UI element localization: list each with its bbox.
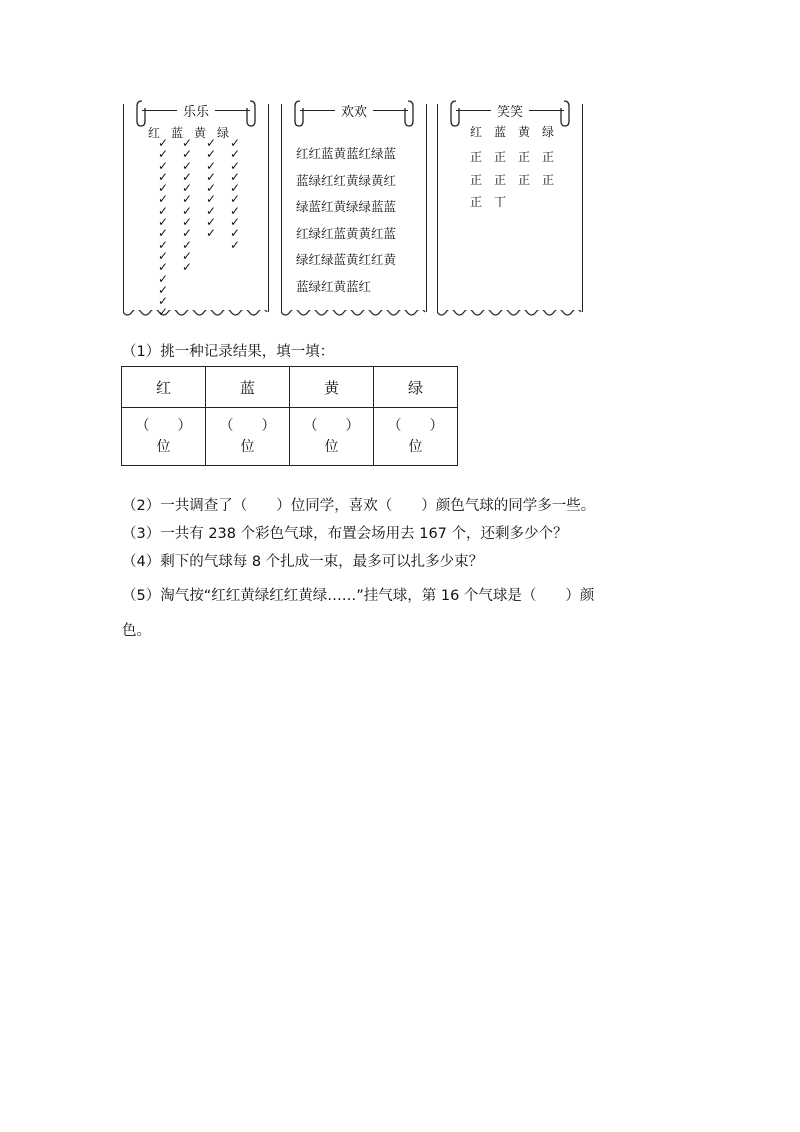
check-mark-icon: ✓ <box>229 226 241 241</box>
answer-blank: （ ） <box>387 417 444 434</box>
question-5: （5）淘气按“红红黄绿红红黄绿……”挂气球，第 16 个气球是（ ）颜 <box>122 588 595 604</box>
check-mark-icon: ✓ <box>229 136 241 150</box>
tally-column-red <box>156 138 170 319</box>
check-mark-icon: ✓ <box>157 215 169 230</box>
check-mark-icon: ✓ <box>157 169 169 184</box>
check-mark-icon: ✓ <box>157 226 169 241</box>
answer-cell-blue[interactable] <box>206 408 290 466</box>
check-mark-icon: ✓ <box>181 260 193 275</box>
answer-blank: （ ） <box>219 417 276 434</box>
tally-mark: 正 <box>470 173 483 187</box>
check-mark-icon: ✓ <box>157 192 169 207</box>
check-mark-icon: ✓ <box>205 192 217 207</box>
check-mark-icon: ✓ <box>205 169 217 184</box>
table-header-blue: 蓝 <box>206 367 290 408</box>
check-mark-icon: ✓ <box>181 181 193 196</box>
answer-blank: （ ） <box>303 417 360 434</box>
color-label: 红 <box>470 125 483 139</box>
tally-mark: 正 <box>470 150 483 164</box>
check-mark-icon: ✓ <box>181 248 193 263</box>
check-mark-icon: ✓ <box>157 136 169 150</box>
question-4: （4）剩下的气球每 8 个扎成一束，最多可以扎多少束？ <box>122 554 484 570</box>
answer-cell-yellow[interactable] <box>290 408 374 466</box>
check-mark-icon: ✓ <box>181 203 193 218</box>
check-mark-icon: ✓ <box>229 147 241 162</box>
check-mark-icon: ✓ <box>181 158 193 173</box>
tally-column-yellow <box>204 138 218 240</box>
table-header-yellow: 黄 <box>290 367 374 408</box>
check-mark-icon: ✓ <box>181 226 193 241</box>
sequence-line: 绿红绿蓝黄红红黄 <box>296 252 397 268</box>
record-card-lele <box>123 104 269 320</box>
tally-mark: 正 <box>518 173 531 187</box>
answer-blank: （ ） <box>135 417 192 434</box>
record-card-huanhuan <box>281 104 427 312</box>
answer-cell-red[interactable] <box>122 408 206 466</box>
check-mark-icon: ✓ <box>157 181 169 196</box>
check-mark-icon: ✓ <box>229 181 241 196</box>
check-mark-icon: ✓ <box>229 237 241 252</box>
tally-mark: 正 <box>542 150 555 164</box>
check-mark-icon: ✓ <box>157 237 169 252</box>
question-1: （1）挑一种记录结果，填一填： <box>122 344 335 360</box>
tally-mark: 丅 <box>494 195 507 209</box>
check-mark-icon: ✓ <box>229 215 241 230</box>
check-mark-icon: ✓ <box>205 226 217 241</box>
check-mark-icon: ✓ <box>229 158 241 173</box>
question-5-continued: 色。 <box>122 623 151 639</box>
color-label: 蓝 <box>171 126 184 140</box>
table-header-green: 绿 <box>374 367 458 408</box>
table-header-red: 红 <box>122 367 206 408</box>
tally-column-green <box>228 138 242 251</box>
color-label: 绿 <box>217 126 230 140</box>
check-mark-icon: ✓ <box>205 181 217 196</box>
card-title: 乐乐 <box>124 101 268 120</box>
question-3: （3）一共有 238 个彩色气球，布置会场用去 167 个，还剩多少个？ <box>122 526 568 542</box>
check-mark-icon: ✓ <box>181 237 193 252</box>
check-mark-icon: ✓ <box>157 282 169 297</box>
color-label: 黄 <box>194 126 207 140</box>
check-mark-icon: ✓ <box>157 305 169 320</box>
unit-label: 位 <box>156 438 171 455</box>
tally-mark: 正 <box>494 150 507 164</box>
sequence-line: 红红蓝黄蓝红绿蓝 <box>296 146 397 161</box>
check-mark-icon: ✓ <box>181 215 193 230</box>
check-mark-icon: ✓ <box>157 203 169 218</box>
check-mark-icon: ✓ <box>157 248 169 263</box>
check-mark-icon: ✓ <box>181 147 193 162</box>
check-mark-icon: ✓ <box>229 203 241 218</box>
check-mark-icon: ✓ <box>229 192 241 207</box>
check-mark-icon: ✓ <box>157 147 169 162</box>
question-2: （2）一共调查了（ ）位同学，喜欢（ ）颜色气球的同学多一些。 <box>122 498 596 514</box>
check-mark-icon: ✓ <box>157 294 169 309</box>
tally-mark: 正 <box>542 173 555 187</box>
card-title: 笑笑 <box>438 101 582 120</box>
card-title: 欢欢 <box>282 101 426 120</box>
torn-edge <box>437 310 583 320</box>
torn-edge <box>123 310 269 320</box>
unit-label: 位 <box>324 438 339 455</box>
answer-table <box>121 366 458 466</box>
check-mark-icon: ✓ <box>181 136 193 150</box>
check-mark-icon: ✓ <box>181 192 193 207</box>
tally-mark: 正 <box>518 150 531 164</box>
check-mark-icon: ✓ <box>205 215 217 230</box>
color-label: 红 <box>148 126 161 140</box>
sequence-line: 绿蓝红黄绿绿蓝蓝 <box>296 199 397 215</box>
sequence-line: 红绿红蓝黄黄红蓝 <box>296 225 397 241</box>
tally-row <box>470 193 506 210</box>
sequence-line: 蓝绿红红黄绿黄红 <box>296 172 397 188</box>
check-mark-icon: ✓ <box>205 203 217 218</box>
check-mark-icon: ✓ <box>205 147 217 162</box>
check-mark-icon: ✓ <box>205 136 217 150</box>
check-mark-icon: ✓ <box>157 271 169 286</box>
color-sequence-text <box>296 141 396 301</box>
color-label: 绿 <box>542 125 555 139</box>
unit-label: 位 <box>240 438 255 455</box>
tally-mark: 正 <box>494 173 507 187</box>
sequence-line: 蓝绿红黄蓝红 <box>296 278 372 294</box>
answer-cell-green[interactable] <box>374 408 458 466</box>
tally-row <box>470 171 554 188</box>
tally-column-blue <box>180 138 194 274</box>
xiaoxiao-color-header <box>470 123 554 140</box>
check-mark-icon: ✓ <box>181 169 193 184</box>
check-mark-icon: ✓ <box>205 158 217 173</box>
color-label: 黄 <box>518 125 531 139</box>
check-mark-icon: ✓ <box>157 158 169 173</box>
check-mark-icon: ✓ <box>157 260 169 275</box>
unit-label: 位 <box>408 438 423 455</box>
torn-edge <box>281 310 427 320</box>
check-mark-icon: ✓ <box>229 169 241 184</box>
tally-mark: 正 <box>470 195 483 209</box>
tally-row <box>470 148 554 165</box>
color-label: 蓝 <box>494 125 507 139</box>
record-card-xiaoxiao <box>437 104 583 312</box>
